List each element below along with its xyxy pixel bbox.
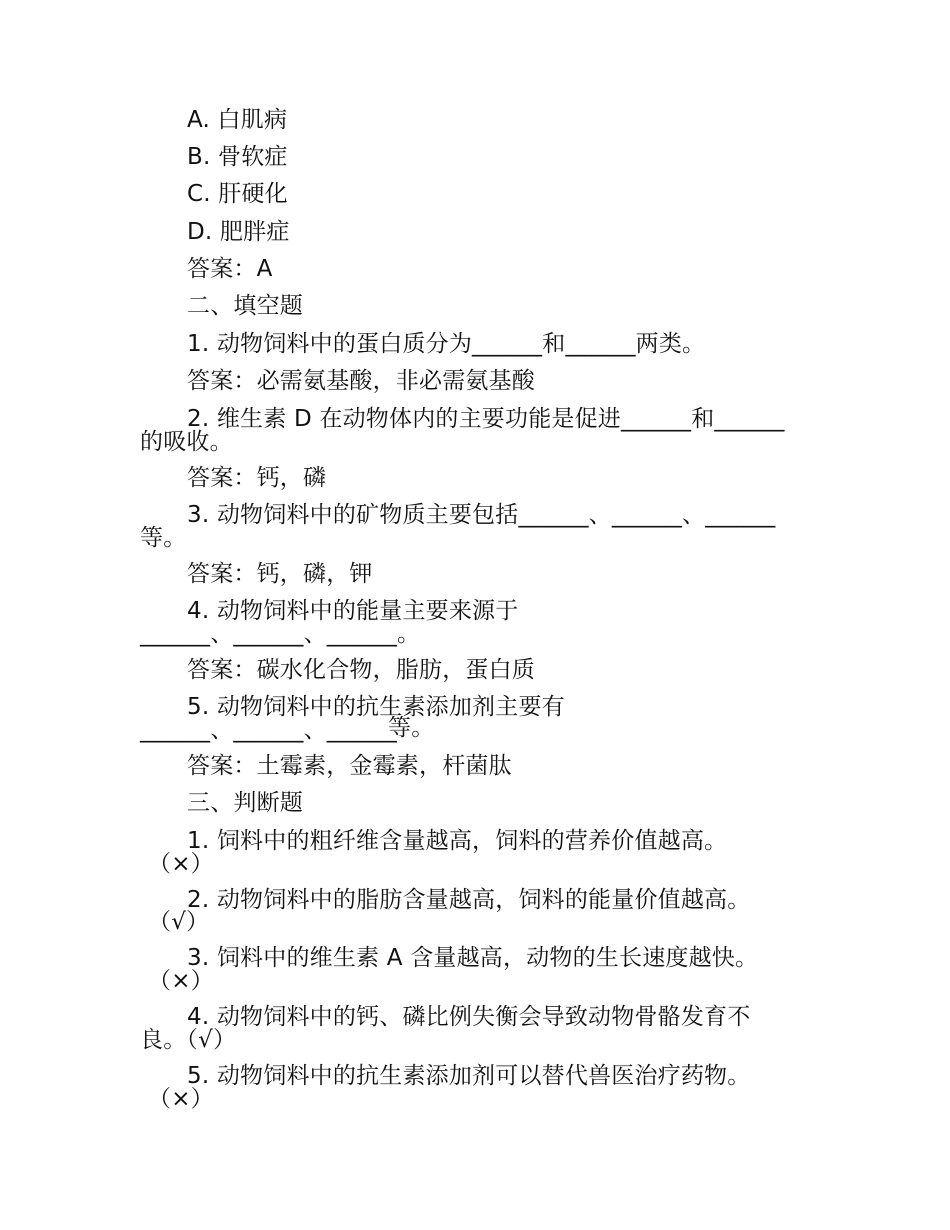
fill-a4: 答案：碳水化合物，脂肪，蛋白质 [187, 657, 535, 683]
tf-q3: 3. 饲料中的维生素 A 含量越高，动物的生长速度越快。 [187, 945, 759, 971]
fill-q2-line1: 2. 维生素 D 在动物体内的主要功能是促进______和______ [187, 406, 785, 432]
fill-q1: 1. 动物饲料中的蛋白质分为______和______两类。 [187, 331, 706, 357]
fill-a5: 答案：土霉素，金霉素，杆菌肽 [187, 753, 512, 779]
true-false-heading: 三、判断题 [187, 790, 303, 816]
fill-q5-line2: ______、______、______ [140, 717, 397, 743]
tf-q4-line2: 良。（√） [140, 1027, 237, 1053]
fill-blank-heading: 二、填空题 [187, 293, 303, 319]
tf-q2-mark: （√） [148, 909, 210, 935]
tf-q5: 5. 动物饲料中的抗生素添加剂可以替代兽医治疗药物。 [187, 1063, 751, 1089]
tf-q1: 1. 饲料中的粗纤维含量越高，饲料的营养价值越高。 [187, 828, 728, 854]
tf-q1-mark: （×） [148, 851, 214, 877]
fill-a2: 答案：钙，磷 [187, 465, 327, 491]
option-b: B. 骨软症 [187, 144, 288, 170]
tf-q2: 2. 动物饲料中的脂肪含量越高，饲料的能量价值越高。 [187, 887, 751, 913]
fill-a1: 答案：必需氨基酸，非必需氨基酸 [187, 368, 535, 394]
fill-q5-suffix: 等。 [388, 715, 435, 741]
tf-q4-line1: 4. 动物饲料中的钙、磷比例失衡会导致动物骨骼发育不 [187, 1004, 751, 1030]
tf-q5-mark: （×） [148, 1086, 214, 1112]
fill-q3-line1: 3. 动物饲料中的矿物质主要包括______、______、______ [187, 502, 776, 528]
fill-q3-line2: 等。 [140, 525, 187, 551]
fill-q4-line1: 4. 动物饲料中的能量主要来源于 [187, 598, 519, 624]
option-d: D. 肥胖症 [187, 219, 290, 245]
option-c: C. 肝硬化 [187, 181, 288, 207]
fill-q4-line2: ______、______、______。 [140, 621, 421, 647]
choice-answer: 答案：A [187, 256, 273, 282]
tf-q3-mark: （×） [148, 968, 214, 994]
option-a: A. 白肌病 [187, 107, 288, 133]
fill-q5-line1: 5. 动物饲料中的抗生素添加剂主要有 [187, 694, 565, 720]
fill-q2-line2: 的吸收。 [140, 429, 233, 455]
fill-a3: 答案：钙，磷，钾 [187, 561, 373, 587]
